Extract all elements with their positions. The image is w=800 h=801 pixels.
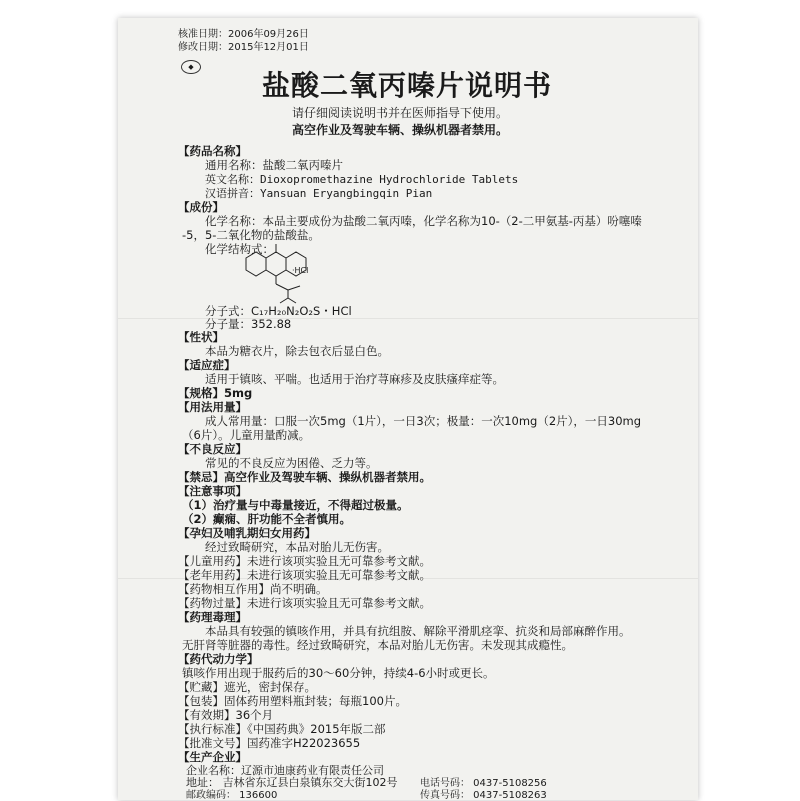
section-storage: 【贮藏】遮光，密封保存。 — [178, 680, 316, 694]
section-package: 【包装】固体药用塑料瓶封装；每瓶100片。 — [178, 694, 407, 708]
section-ingredients-heading: 【成份】 — [178, 200, 224, 214]
revision-date: 修改日期：2015年12月01日 — [178, 42, 309, 53]
indications-text: 适用于镇咳、平喘。也适用于治疗荨麻疹及皮肤瘙痒症等。 — [205, 372, 504, 386]
precaution-item-1: （1）治疗量与中毒量接近，不得超过极量。 — [182, 498, 409, 512]
precaution-item-2: （2）癫痫、肝功能不全者慎用。 — [182, 512, 351, 526]
chemical-name-line2: -5，5-二氧化物的盐酸盐。 — [182, 228, 320, 242]
section-precautions-heading: 【注意事项】 — [178, 484, 247, 498]
section-traits-heading: 【性状】 — [178, 330, 224, 344]
manufacturer-name: 企业名称：辽源市迪康药业有限责任公司 — [186, 764, 384, 777]
section-contraindications: 【禁忌】高空作业及驾驶车辆、操纵机器者禁用。 — [178, 470, 431, 484]
section-interactions: 【药物相互作用】尚不明确。 — [178, 582, 328, 596]
pk-text: 镇咳作用出现于服药后的30～60分钟，持续4-6小时或更长。 — [182, 666, 495, 680]
section-dosage-heading: 【用法用量】 — [178, 400, 247, 414]
company-logo-icon: ◆ — [181, 60, 201, 74]
section-overdose: 【药物过量】未进行该项实验且无可靠参考文献。 — [178, 596, 431, 610]
page-title: 盐酸二氧丙嗪片说明书 — [262, 69, 553, 102]
manufacturer-address: 地址： 吉林省东辽县白泉镇东交大街102号 — [186, 776, 398, 789]
warning-notice: 高空作业及驾驶车辆、操纵机器者禁用。 — [291, 123, 508, 137]
molecular-weight: 分子量：352.88 — [205, 317, 292, 331]
usage-notice: 请仔细阅读说明书并在医师指导下使用。 — [291, 106, 508, 120]
pregnancy-text: 经过致畸研究，本品对胎儿无伤害。 — [205, 540, 389, 554]
section-adverse-heading: 【不良反应】 — [178, 442, 247, 456]
structure-label: 化学结构式： — [205, 242, 274, 256]
section-indications-heading: 【适应症】 — [178, 358, 236, 372]
manufacturer-fax: 传真号码： 0437-5108263 — [420, 790, 547, 801]
section-standard: 【执行标准】《中国药典》2015年版二部 — [178, 722, 386, 736]
section-validity: 【有效期】36个月 — [178, 708, 274, 722]
molecular-formula: 分子式：C₁₇H₂₀N₂O₂S・HCl — [205, 304, 352, 318]
traits-text: 本品为糖衣片，除去包衣后显白色。 — [205, 344, 389, 358]
manufacturer-postcode: 邮政编码： 136600 — [186, 790, 278, 801]
section-manufacturer-heading: 【生产企业】 — [178, 750, 247, 764]
approval-date: 核准日期：2006年09月26日 — [178, 29, 309, 40]
adverse-text: 常见的不良反应为困倦、乏力等。 — [205, 456, 378, 470]
chemical-name-line1: 化学名称：本品主要成份为盐酸二氧丙嗪，化学名称为10-（2-二甲氨基-丙基）吩噻嗪 — [205, 214, 642, 228]
section-pk-heading: 【药代动力学】 — [178, 652, 259, 666]
section-pregnancy-heading: 【孕妇及哺乳期妇女用药】 — [178, 526, 316, 540]
section-approval-number: 【批准文号】国药准字H22023655 — [178, 736, 361, 750]
toxicology-line2: 无肝肾等脏器的毒性。经过致畸研究，本品对胎儿无伤害。未发现其成瘾性。 — [182, 638, 573, 652]
section-elderly: 【老年用药】未进行该项实验且无可靠参考文献。 — [178, 568, 431, 582]
section-spec: 【规格】5mg — [178, 386, 253, 400]
hcl-label: ·HCl — [292, 266, 309, 275]
english-name: 英文名称：Dioxopromethazine Hydrochloride Tablets — [205, 173, 519, 186]
toxicology-line1: 本品具有较强的镇咳作用，并具有抗组胺、解除平滑肌痉挛、抗炎和局部麻醉作用。 — [205, 624, 631, 638]
manufacturer-phone: 电话号码： 0437-5108256 — [420, 778, 547, 789]
dosage-line2: （6片）。儿童用量酌减。 — [182, 428, 311, 442]
generic-name: 通用名称：盐酸二氧丙嗪片 — [205, 158, 343, 172]
section-name-heading: 【药品名称】 — [178, 144, 247, 158]
dosage-line1: 成人常用量：口服一次5mg（1片），一日3次；极量：一次10mg（2片），一日30mg — [205, 414, 642, 428]
pinyin-name: 汉语拼音：Yansuan Eryangbingqin Pian — [205, 187, 433, 200]
date-block — [178, 28, 309, 54]
section-pediatric: 【儿童用药】未进行该项实验且无可靠参考文献。 — [178, 554, 431, 568]
section-toxicology-heading: 【药理毒理】 — [178, 610, 247, 624]
